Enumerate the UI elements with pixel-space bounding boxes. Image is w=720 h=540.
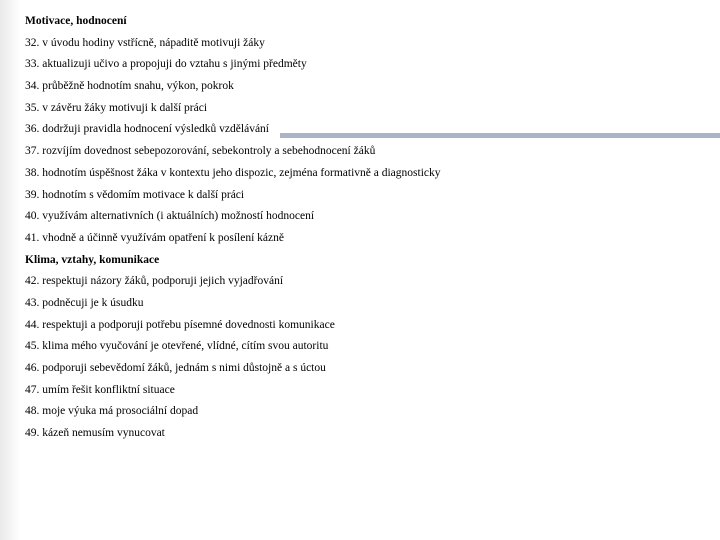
list-item-41 — [25, 230, 715, 252]
item-text: využívám alternativních (i aktuálních) možností hodnocení — [42, 210, 315, 223]
item-text: rozvíjím dovednost sebepozorování, sebekontroly a sebehodnocení žáků — [42, 145, 376, 158]
item-text: podněcuji je k úsudku — [42, 296, 144, 309]
item-number: 32. — [25, 36, 40, 49]
list-item-33 — [25, 56, 715, 78]
list-item-48 — [25, 403, 715, 425]
list-item-40 — [25, 208, 715, 230]
list-item-34 — [25, 78, 715, 100]
item-text: podporuji sebevědomí žáků, jednám s nimi důstojně a s úctou — [42, 362, 326, 374]
left-decorative-band — [0, 0, 20, 540]
item-text: klima mého vyučování je otevřené, vlídné, cítím svou autoritu — [42, 340, 329, 353]
item-number: 49. — [25, 427, 40, 440]
list-item-39 — [25, 187, 715, 209]
item-text: kázeň nemusím vynucovat — [42, 427, 165, 440]
list-item-32 — [25, 35, 715, 57]
list-item-45 — [25, 338, 715, 360]
item-text: hodnotím úspěšnost žáka v kontextu jeho dispozic, zejména formativně a diagnosticky — [42, 166, 441, 179]
item-text: hodnotím s vědomím motivace k další práci — [42, 188, 245, 201]
list-item-42 — [25, 273, 715, 295]
list-item-38 — [25, 165, 715, 187]
item-number: 36. — [25, 123, 40, 136]
list-item-49 — [25, 425, 715, 447]
section-heading-motivace: Motivace, hodnocení — [25, 15, 127, 27]
item-number: 41. — [25, 231, 40, 244]
item-text: respektuji a podporuji potřebu písemné dovednosti komunikace — [42, 318, 335, 331]
item-number: 43. — [25, 296, 40, 309]
item-number: 39. — [25, 188, 40, 201]
list-item-37 — [25, 143, 715, 165]
item-number: 37. — [25, 145, 40, 158]
item-text: aktualizuji učivo a propojuji do vztahu s jinými předměty — [42, 58, 307, 71]
item-text: moje výuka má prosociální dopad — [42, 405, 199, 418]
item-number: 40. — [25, 210, 40, 223]
item-number: 44. — [25, 318, 40, 331]
item-number: 47. — [25, 383, 40, 396]
item-text: průběžně hodnotím snahu, výkon, pokrok — [42, 80, 234, 93]
list-item-46 — [25, 360, 715, 382]
item-text: umím řešit konfliktní situace — [42, 383, 175, 396]
item-number: 45. — [25, 340, 40, 353]
item-number: 48. — [25, 405, 40, 418]
item-text: v úvodu hodiny vstřícně, nápaditě motivuji žáky — [42, 36, 265, 49]
list-item-35 — [25, 100, 715, 122]
list-item-36 — [25, 121, 715, 143]
item-text: respektuji názory žáků, podporuji jejich vyjadřování — [42, 275, 284, 288]
list-item-44 — [25, 317, 715, 339]
item-text: v závěru žáky motivuji k další práci — [42, 101, 208, 114]
item-number: 42. — [25, 275, 40, 288]
item-number: 34. — [25, 80, 40, 93]
list-item-47 — [25, 382, 715, 404]
list-item-43 — [25, 295, 715, 317]
item-number: 38. — [25, 166, 40, 179]
item-number: 46. — [25, 362, 40, 374]
section-heading-klima: Klima, vztahy, komunikace — [25, 253, 160, 266]
item-number: 33. — [25, 58, 40, 71]
document-body — [25, 13, 715, 447]
item-text: dodržuji pravidla hodnocení výsledků vzdělávání — [42, 123, 269, 136]
item-number: 35. — [25, 101, 40, 114]
item-text: vhodně a účinně využívám opatření k posílení kázně — [42, 231, 284, 244]
